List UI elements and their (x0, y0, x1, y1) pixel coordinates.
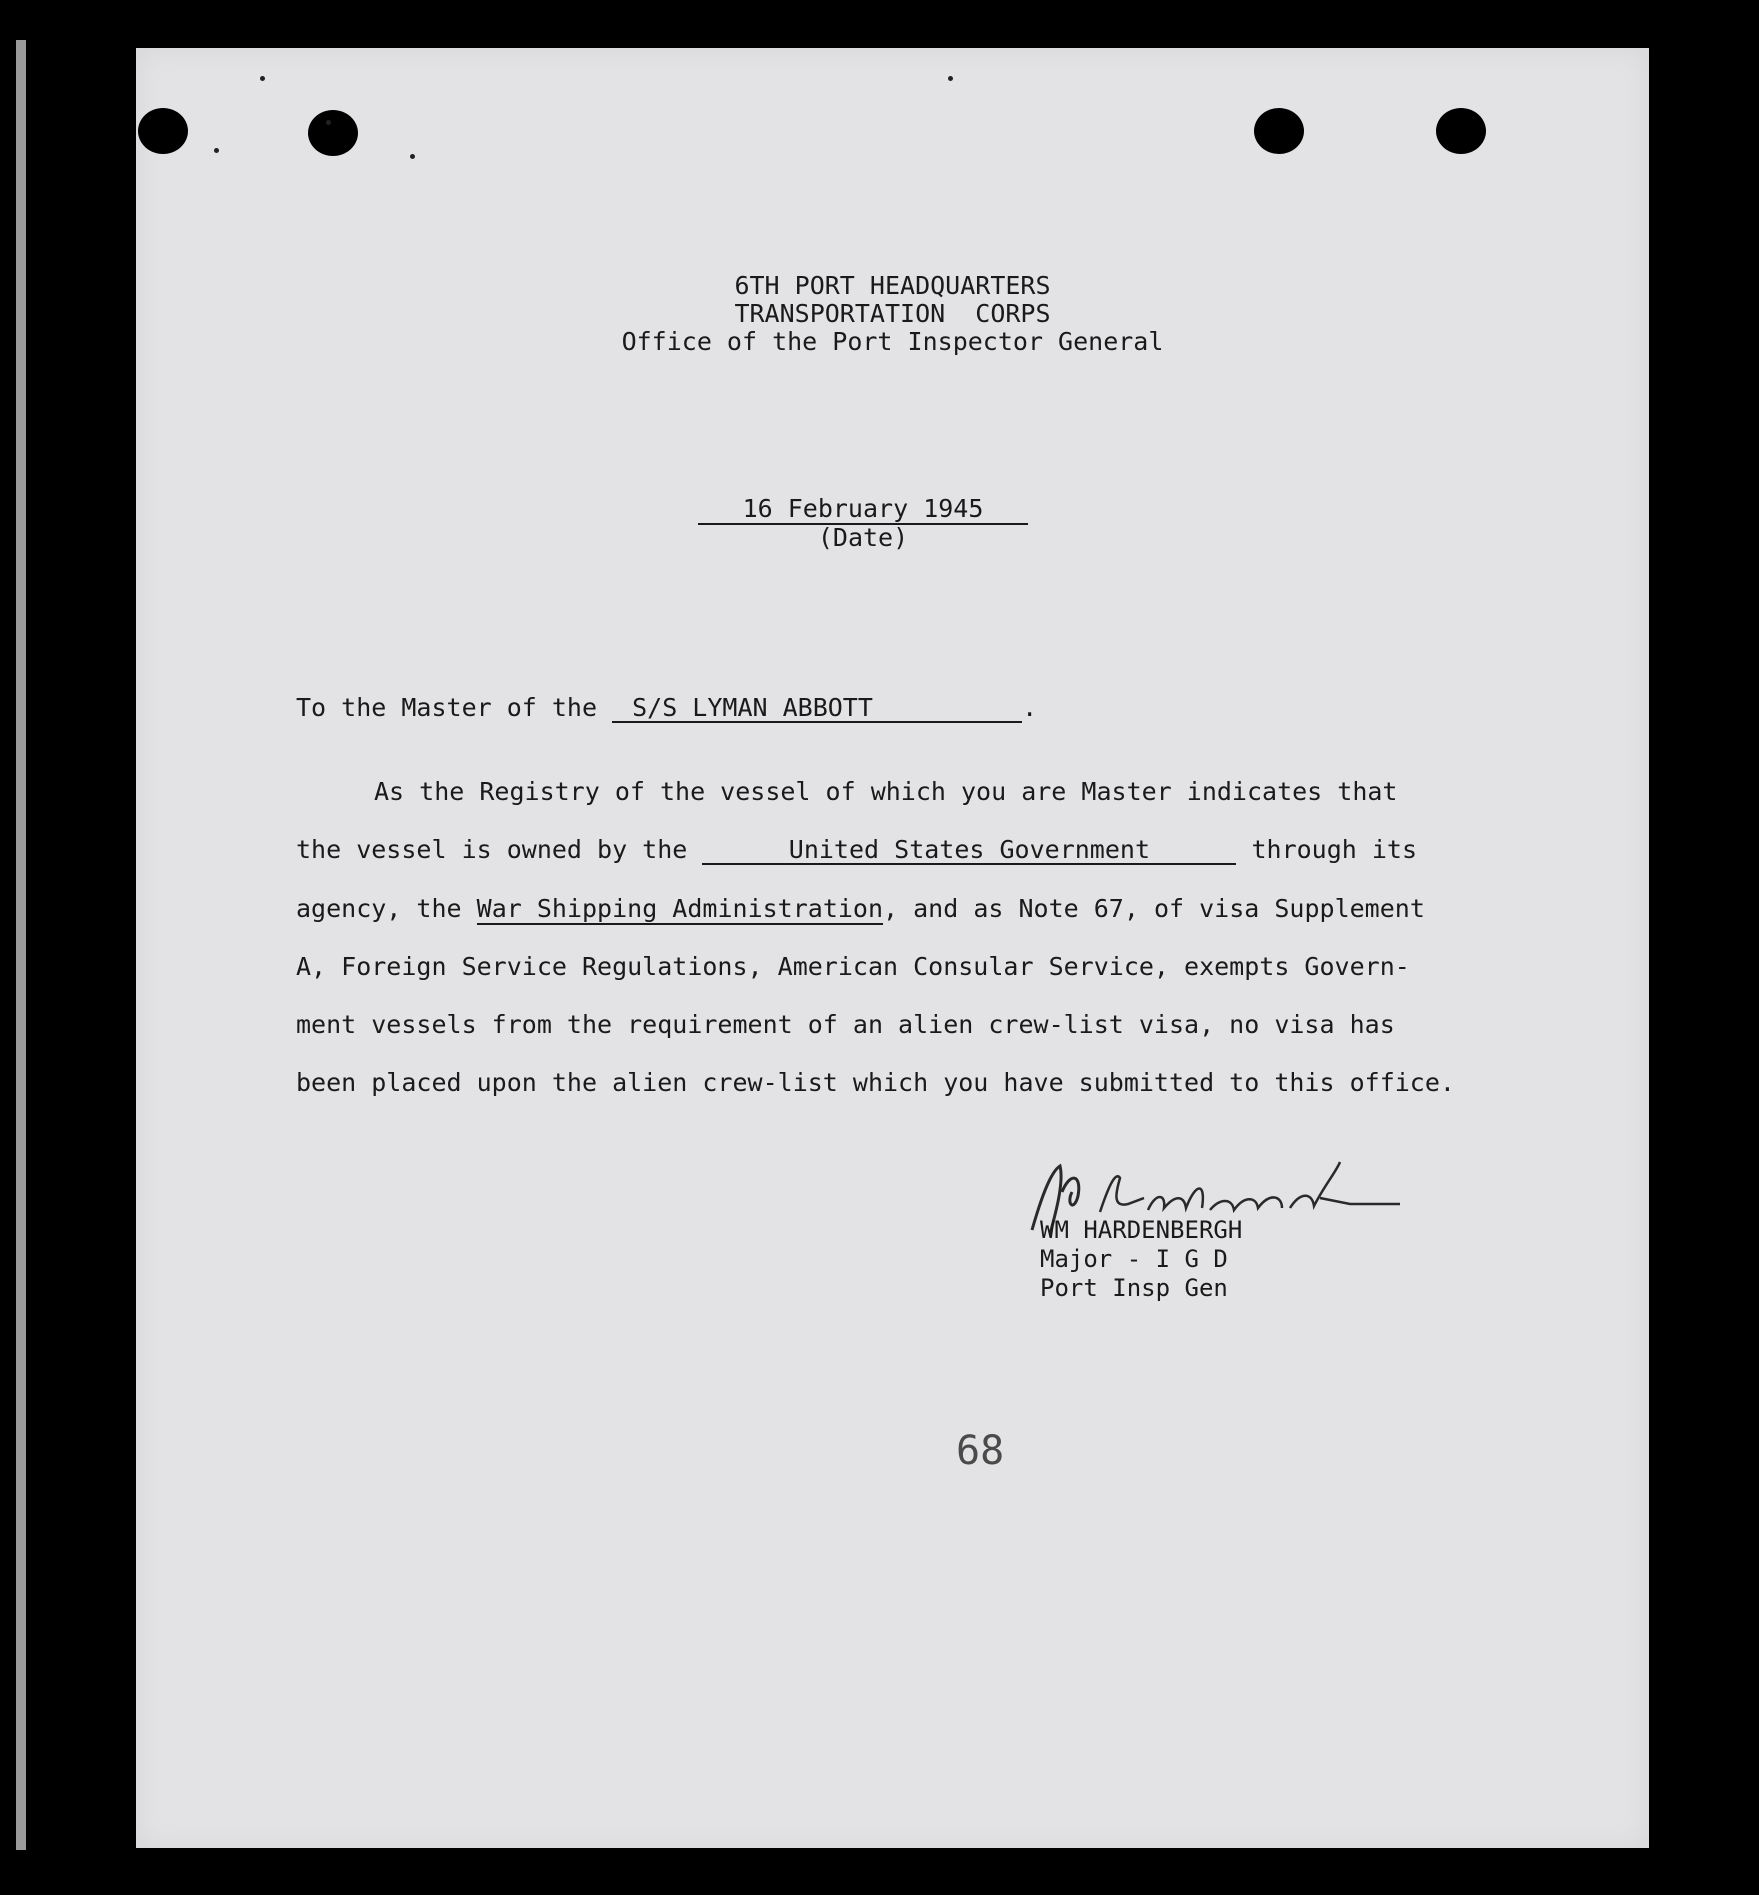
owner-name: United States Government (702, 837, 1236, 865)
signer-title: Port Insp Gen (1040, 1274, 1228, 1302)
film-edge (16, 40, 26, 1850)
salutation-prefix: To the Master of the (296, 693, 598, 722)
document-page (136, 48, 1649, 1848)
date-value: 16 February 1945 (698, 496, 1028, 525)
speck (410, 154, 415, 159)
date-block (698, 496, 1028, 551)
body-line-3 (296, 894, 1425, 924)
body-line-3-suffix: , and as Note 67, of visa Supplement (883, 894, 1425, 923)
letterhead-line-2: TRANSPORTATION CORPS (734, 299, 1051, 328)
punch-hole (308, 110, 358, 156)
letterhead-line-1: 6TH PORT HEADQUARTERS (734, 271, 1051, 300)
punch-hole (1254, 108, 1304, 154)
signer-rank: Major - I G D (1040, 1245, 1228, 1273)
signer-name: WM HARDENBERGH (1040, 1216, 1243, 1244)
body-line-2-prefix: the vessel is owned by the (296, 835, 688, 864)
body-line-2 (296, 835, 1417, 865)
letterhead-line-3: Office of the Port Inspector General (621, 327, 1164, 356)
salutation-line (296, 693, 1037, 723)
body-line-2-suffix: through its (1251, 835, 1418, 864)
body-line-4: A, Foreign Service Regulations, American Consular Service, exempts Govern- (296, 952, 1410, 981)
body-line-5: ment vessels from the requirement of an alien crew-list visa, no visa has (296, 1010, 1395, 1039)
punch-hole (1436, 108, 1486, 154)
salutation-suffix: . (1022, 693, 1038, 722)
speck (326, 120, 331, 125)
body-line-3-prefix: agency, the (296, 894, 462, 923)
speck (214, 148, 219, 153)
signature-block (1040, 1216, 1242, 1303)
body-line-6: been placed upon the alien crew-list which you have submitted to this office. (296, 1068, 1455, 1097)
agency-name: War Shipping Administration (476, 894, 884, 923)
vessel-name: S/S LYMAN ABBOTT (612, 695, 1022, 723)
date-caption: (Date) (817, 523, 909, 552)
letterhead (136, 272, 1649, 356)
speck (948, 76, 953, 81)
speck (260, 76, 265, 81)
punch-hole (138, 108, 188, 154)
page-number: 68 (956, 1428, 1005, 1474)
body-line-1: As the Registry of the vessel of which you are Master indicates that (374, 777, 1398, 806)
